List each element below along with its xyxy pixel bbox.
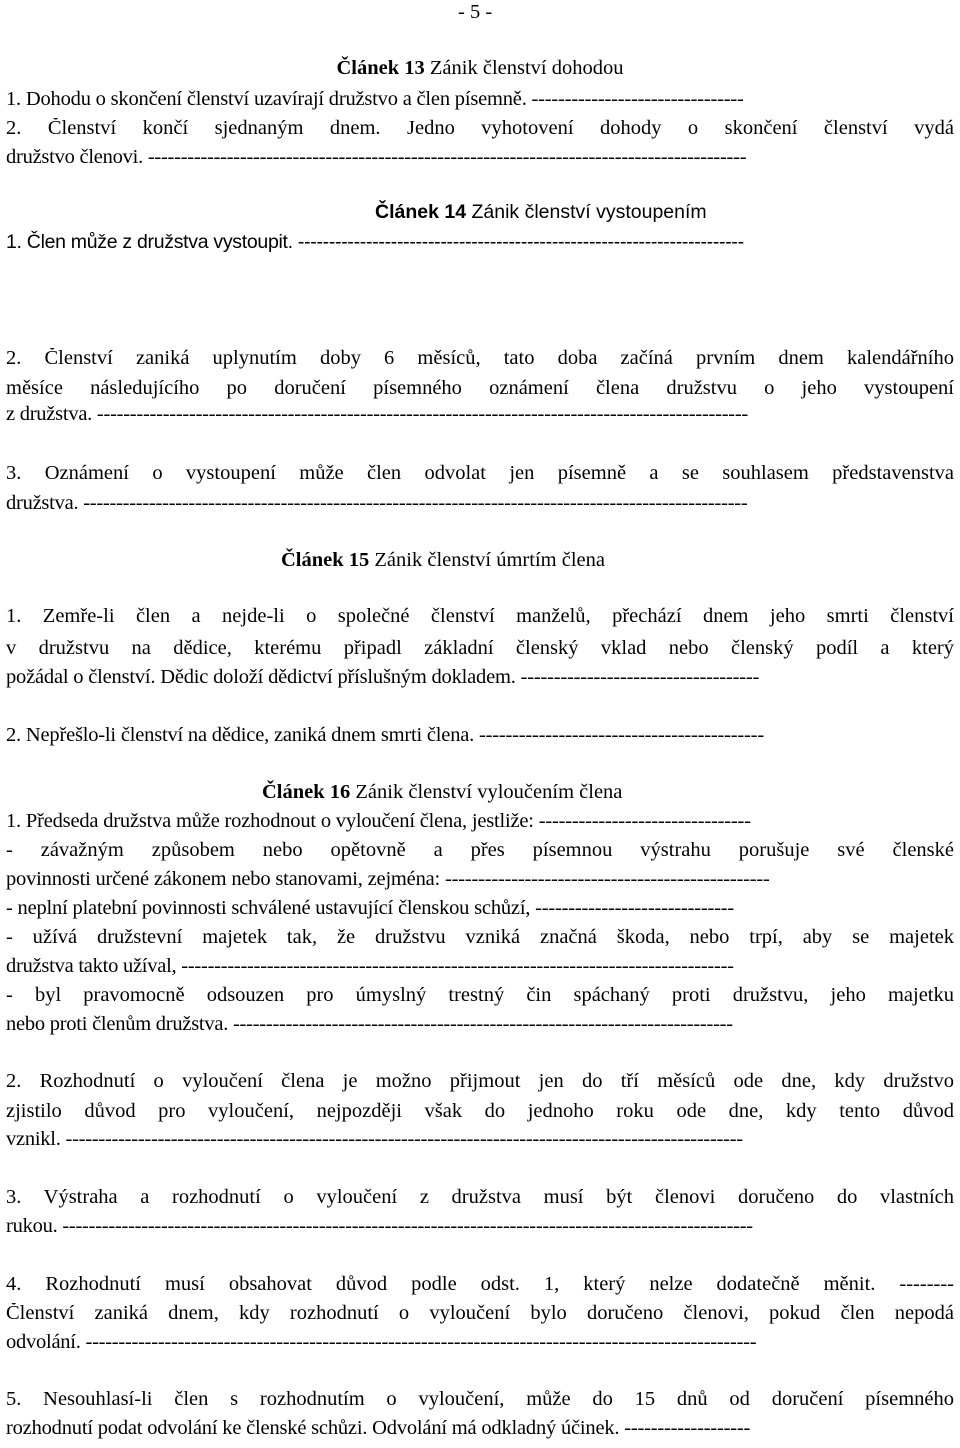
- article-15-heading: [281, 550, 605, 571]
- article-14-line: 1. Člen může z družstva vystoupit. ------------------------------------------------------------------------: [6, 231, 744, 253]
- article-14-line: 3. Oznámení o vystoupení může člen odvolat jen písemně a se souhlasem představenstva: [6, 463, 954, 484]
- article-16-line: - závažným způsobem nebo opětovně a přes písemnou výstrahu porušuje své členské: [6, 840, 954, 861]
- article-16-line: nebo proti členům družstva. ----------------------------------------------------------------------------: [6, 1013, 733, 1035]
- article-16-line: - neplní platební povinnosti schválené ustavující členskou schůzí, ------------------------------: [6, 897, 734, 919]
- article-15-number: Článek 15: [281, 549, 370, 571]
- article-16-line: - užívá družstevní majetek tak, že družstvu vzniká značná škoda, nebo trpí, aby se majetek: [6, 927, 954, 948]
- article-14-heading: [375, 203, 707, 223]
- article-16-line: 4. Rozhodnutí musí obsahovat důvod podle odst. 1, který nelze dodatečně měnit. --------: [6, 1274, 954, 1295]
- article-16-line: 2. Rozhodnutí o vyloučení člena je možno přijmout jen do tří měsíců ode dne, kdy družstvo: [6, 1071, 954, 1092]
- article-15-line: 1. Zemře-li člen a nejde-li o společné členství manželů, přechází dnem jeho smrti členství: [6, 606, 954, 627]
- article-16-line: 3. Výstraha a rozhodnutí o vyloučení z družstva musí být členovi doručeno do vlastních: [6, 1187, 954, 1208]
- article-16-line: 5. Nesouhlasí-li člen s rozhodnutím o vyloučení, může do 15 dnů od doručení písemného: [6, 1389, 954, 1410]
- article-13-line: 2. Členství končí sjednaným dnem. Jedno vyhotovení dohody o skončení členství vydá: [6, 118, 954, 139]
- article-14-line: z družstva. ---------------------------------------------------------------------------------------------------: [6, 403, 749, 425]
- article-14-line: družstva. -----------------------------------------------------------------------------------------------------: [6, 492, 748, 514]
- article-15-line: v družstvu na dědice, kterému připadl základní členský vklad nebo členský podíl a který: [6, 638, 954, 659]
- article-16-line: - byl pravomocně odsouzen pro úmyslný trestný čin spáchaný proti družstvu, jeho majetku: [6, 985, 954, 1006]
- page-number: - 5 -: [458, 1, 493, 23]
- article-16-line: 1. Předseda družstva může rozhodnout o vyloučení člena, jestliže: --------------------------------: [6, 810, 751, 832]
- article-15-line: požádal o členství. Dědic doloží dědictví příslušným dokladem. ------------------------------------: [6, 666, 760, 688]
- article-15-line: 2. Nepřešlo-li členství na dědice, zaniká dnem smrti člena. -------------------------------------------: [6, 724, 764, 746]
- article-16-line: rukou. ---------------------------------------------------------------------------------------------------------: [6, 1215, 753, 1237]
- article-14-title: Zánik členství vystoupením: [466, 201, 707, 223]
- article-13-line: 1. Dohodu o skončení členství uzavírají družstvo a člen písemně. --------------------------------: [6, 88, 744, 110]
- article-13-number: Článek 13: [336, 57, 425, 79]
- article-16-line: Členství zaniká dnem, kdy rozhodnutí o vyloučení bylo doručeno členovi, pokud člen nepodá: [6, 1303, 954, 1324]
- article-16-line: družstva takto užíval, ------------------------------------------------------------------------------------: [6, 955, 734, 977]
- article-16-heading: [262, 782, 622, 803]
- article-16-line: rozhodnutí podat odvolání ke členské schůzi. Odvolání má odkladný účinek. -------------------: [6, 1417, 751, 1439]
- article-13-line: družstvo členovi. -------------------------------------------------------------------------------------------: [6, 146, 747, 168]
- article-16-number: Článek 16: [262, 781, 351, 803]
- article-16-line: odvolání. ------------------------------------------------------------------------------------------------------: [6, 1331, 757, 1353]
- article-16-line: zjistilo důvod pro vyloučení, nejpozději však do jednoho roku ode dne, kdy tento důvod: [6, 1101, 954, 1122]
- article-14-line: měsíce následujícího po doručení písemného oznámení člena družstvu o jeho vystoupení: [6, 378, 954, 399]
- article-16-line: vznikl. -------------------------------------------------------------------------------------------------------: [6, 1128, 743, 1150]
- article-13-heading: [0, 58, 960, 79]
- article-16-line: povinnosti určené zákonem nebo stanovami, zejména: -------------------------------------------------: [6, 868, 770, 890]
- article-13-title: Zánik členství dohodou: [424, 57, 624, 79]
- article-14-line: 2. Členství zaniká uplynutím doby 6 měsíců, tato doba začíná prvním dnem kalendářního: [6, 348, 954, 369]
- article-15-title: Zánik členství úmrtím člena: [369, 549, 605, 571]
- article-14-number: Článek 14: [375, 201, 467, 223]
- article-16-title: Zánik členství vyloučením člena: [350, 781, 623, 803]
